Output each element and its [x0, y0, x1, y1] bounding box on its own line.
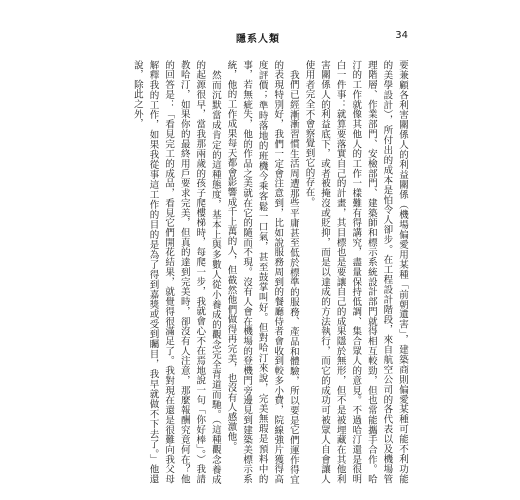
paragraph: 要兼顧各利害關係人的利益關係（機場偏愛用某種「前朝遺害」，建築商則偏愛某種可能不利功能的美學設計），所付出的成本是怕令人卻步。在工程設計階段，來自航空公司的各代表以及機場管理階層、作業部門、安檢部門、建築師和標示系統設計部門就得相互較勁，但也常能攜手合作。哈汀的工作就像其他人的工作一樣難有得講究，盡量保持低調、集合眾人的意見。不過哈汀還是很明白一件事：就算要落實自己的計畫，其目標也是要讓自己的成果隱於無形，但不是被埋藏在其他利害關係人的利益底下，或者被掩沒或貶抑，而是以達成的方法執行，而它的成功可被眾人自會讓人使用者完全不會察覺到它的存在。	[303, 60, 408, 484]
paragraph: 然而沉默當成肯定的這種態度，基本上與多數人從小養成的觀念完全背道而馳。（這種觀念養成的起源很早，當我那兩歲的孩子爬樓梯時，每爬一步，我就會心不在焉地說一句「你好棒」。）我請教哈汀，如果你的最終用戶要求完美，但真的達到完美時，卻沒有人注意，那麼報酬究竟何在？他的回答是：「看見完工的成品，看見它們開花結果，就覺得很滿足了。我對現在還是很難向我父母解釋我的工作，如果我從事這工作的目的是為了得到嘉獎或受到矚目，我早就做不下去了。」他還說，除此之外，	[131, 60, 221, 484]
page-number: 34	[395, 30, 408, 41]
vertical-body-text	[110, 60, 410, 484]
book-title: 隱系人類	[236, 34, 280, 45]
running-head	[0, 30, 520, 46]
paragraph: 我們已經漸漸習慣生活周遭那些平庸甚至低於標準的服務、產品和體驗，所以要是它們運作得宜的表現特別好，我們一定會注意到，比如說服務周到的餐廳侍者會收到較多小費，院線強片獲得高度評價；準時落地的班機今乘客鬆一口氣，甚至鼓掌叫好。但對哈汀來說，完美無瑕是預料中的事，若無疵失，他的作品之美就在它的隨而不現。沒有人會在機場的登機門旁邊見到建築美標示系統，他的工作成果每天都會影響成千上萬的人，但截然他們做得再完美，也沒有人感激他。	[225, 60, 299, 484]
